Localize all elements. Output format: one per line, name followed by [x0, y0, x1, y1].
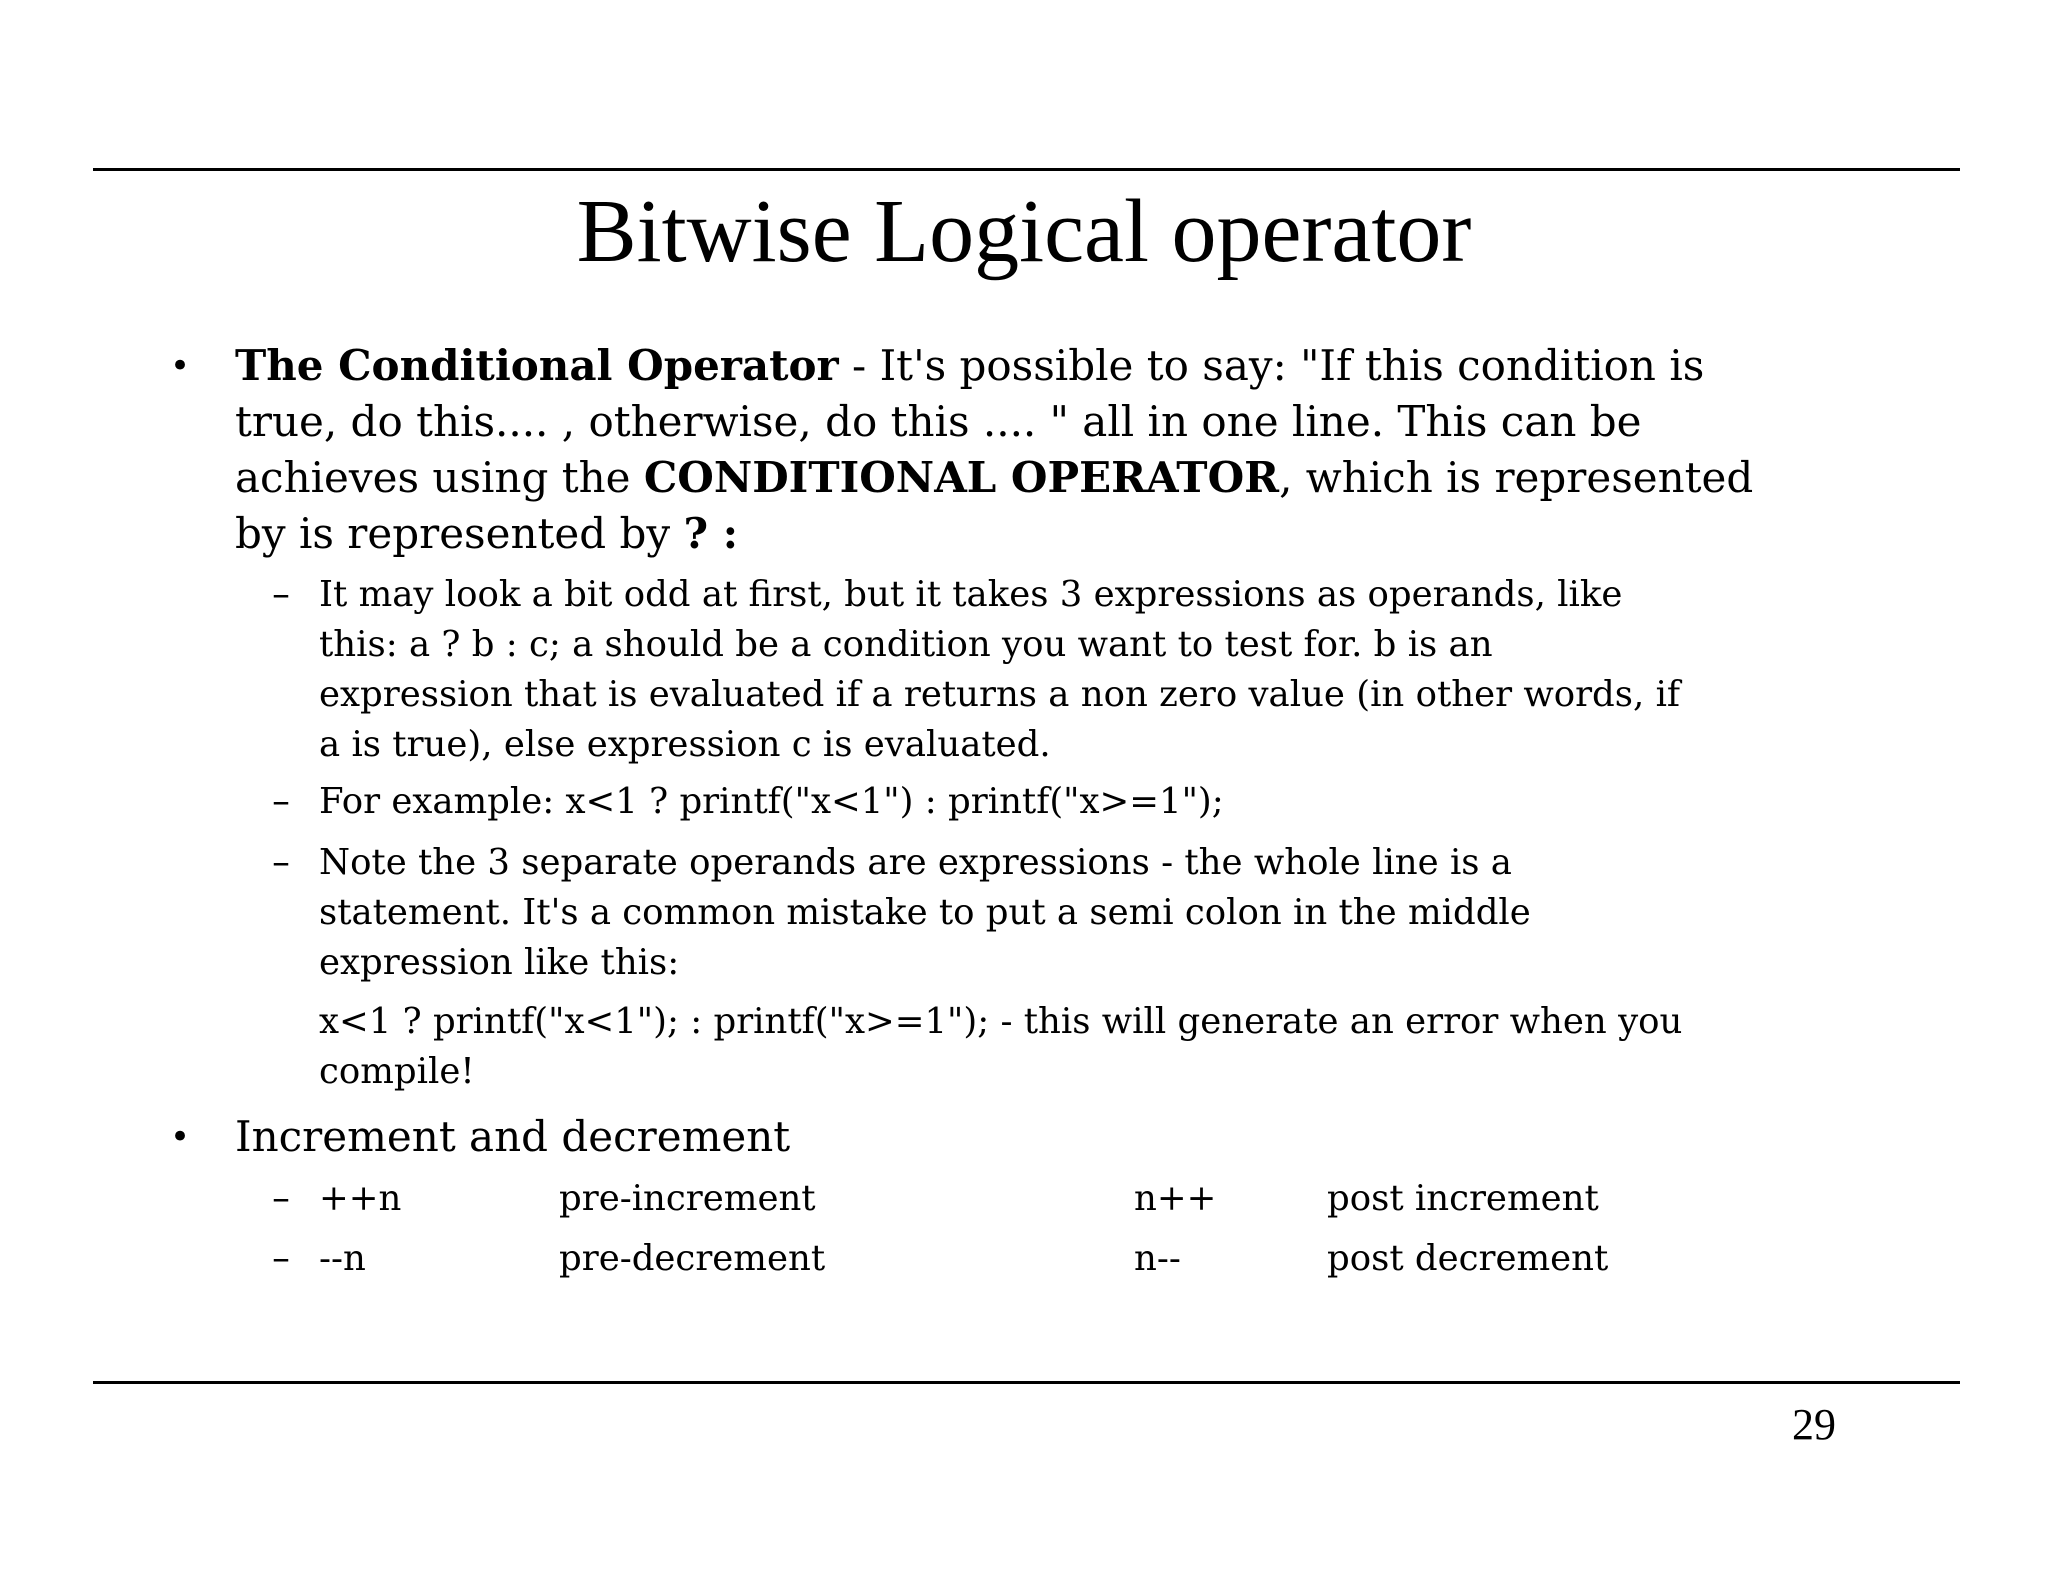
sub-item-text	[319, 777, 1224, 827]
bullet-line: Increment and decrement	[235, 1112, 791, 1161]
prefix-description: pre-decrement	[559, 1238, 826, 1279]
continuation-line: compile!	[319, 1051, 475, 1092]
sub-line: It may look a bit odd at first, but it takes 3 expressions as operands, like	[319, 574, 1623, 615]
dash-icon: –	[272, 842, 290, 883]
slide-title: Bitwise Logical operator	[576, 182, 1472, 281]
dash-icon: –	[272, 781, 290, 822]
bullet-dot-icon: •	[170, 346, 191, 386]
bullet-line	[235, 450, 1815, 506]
sub-line: For example: x<1 ? printf("x<1") : printf("x>=1");	[319, 781, 1224, 822]
continuation-line: x<1 ? printf("x<1"); : printf("x>=1"); - this will generate an error when you	[319, 1001, 1683, 1042]
dash-icon: –	[272, 1238, 290, 1279]
sub-line: this: a ? b : c; a should be a condition you want to test for. b is an	[319, 624, 1493, 665]
bold-term: The Conditional Operator	[235, 341, 839, 390]
postfix-operator: n--	[1134, 1238, 1181, 1279]
bold-term: CONDITIONAL OPERATOR	[643, 453, 1280, 502]
bullet-dot-icon: •	[170, 1117, 191, 1157]
error-example	[319, 997, 1682, 1097]
sub-line: expression that is evaluated if a returns a non zero value (in other words, if	[319, 674, 1681, 715]
text-span: , which is represented	[1279, 453, 1754, 502]
bottom-divider	[93, 1381, 1960, 1384]
bullet-line	[235, 338, 1815, 394]
page-number: 29	[1792, 1400, 1836, 1449]
postfix-description: post increment	[1327, 1178, 1599, 1219]
sub-line: Note the 3 separate operands are expressions - the whole line is a	[319, 842, 1512, 883]
sub-item-text	[319, 838, 1531, 988]
bullet-line	[235, 506, 1815, 562]
prefix-operator: ++n	[319, 1178, 402, 1219]
dash-icon: –	[272, 574, 290, 615]
prefix-description: pre-increment	[559, 1178, 816, 1219]
text-span: by is represented by	[235, 509, 684, 558]
bullet-text	[235, 1109, 1815, 1165]
bullet-line: true, do this.... , otherwise, do this .... " all in one line. This can be	[235, 397, 1642, 446]
bold-term: ? :	[683, 509, 739, 558]
text-span: achieves using the	[235, 453, 644, 502]
postfix-description: post decrement	[1327, 1238, 1609, 1279]
postfix-operator: n++	[1134, 1178, 1217, 1219]
prefix-operator: --n	[319, 1238, 366, 1279]
sub-line: statement. It's a common mistake to put a semi colon in the middle	[319, 892, 1531, 933]
bullet-text	[235, 338, 1815, 562]
text-span: - It's possible to say: "If this condition is	[838, 341, 1705, 390]
sub-line: expression like this:	[319, 942, 680, 983]
dash-icon: –	[272, 1178, 290, 1219]
sub-item-text	[319, 570, 1680, 770]
sub-line: a is true), else expression c is evaluated.	[319, 724, 1051, 765]
